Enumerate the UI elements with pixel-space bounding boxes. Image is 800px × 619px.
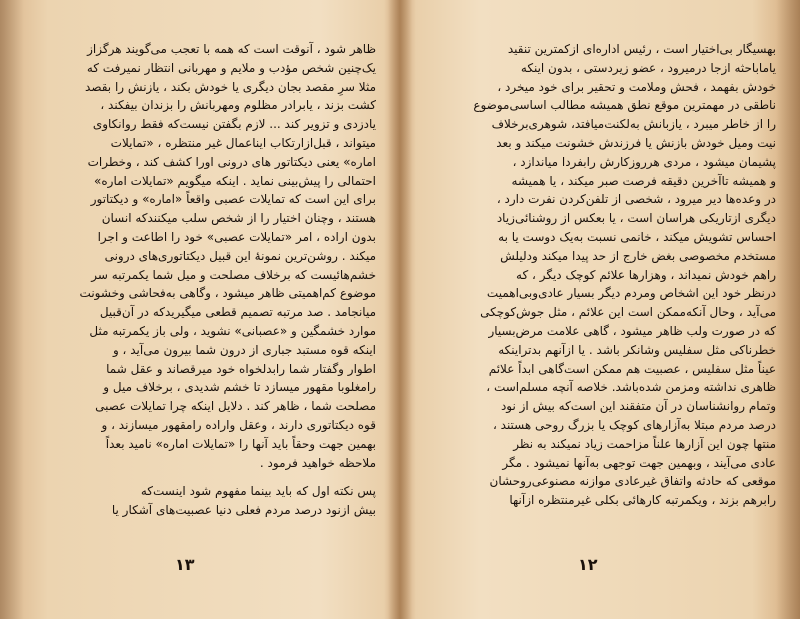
text-line: موضوع کم‌اهمیتی ظاهر میشود ، وگاهی به‌فحاشی وخشونت: [79, 286, 376, 301]
text-line: بهمین جهت وحقاً باید آنها را «تمایلات اماره» نامید بعداً: [105, 436, 376, 451]
text-line: مستخدم مخصوصی بغض خارج از حد پیدا میکند ودلیلش: [500, 248, 776, 263]
text-line: اینکه قوه مستبد جباری از درون شما بیرون می‌آید ، و: [112, 342, 376, 357]
left-page-edge: [0, 0, 24, 619]
text-line: بهسیگار بی‌اختیار است ، رئیس اداره‌ای ازکمترین تنقید: [507, 42, 776, 56]
text-line: منتها چون این آزارها علناً مزاحمت زیاد نمیکند به نظر: [513, 436, 776, 451]
text-line: و همیشه تاآخرین دقیقه فرصت صبر میکند ، یا همیشه: [511, 173, 776, 188]
text-line: درنظر خود این اشخاص ومردم دیگر بسیار عادی‌وبی‌اهمیت: [486, 286, 776, 301]
text-line: راهم خودش نمیداند ، وهزارها علائم کوچک دیگر ، که: [516, 267, 776, 282]
text-line: می‌آید ، وحال آنکه‌ممکن است این علائم ، مثل جوش‌کوچکی: [480, 305, 776, 320]
text-line: موقعی که حادثه واتفاق غیرعادی موازنه مصنوعی‌روحشان: [489, 474, 776, 489]
text-line: خودش بفهمد ، فحش وملامت و تحقیر برای خود میخرد ،: [497, 79, 776, 94]
text-line: خشم‌هائیست که برخلاف مصلحت و میل شما یکمرتبه سر: [91, 267, 376, 282]
text-line: اماره» یعنی دیکتاتور های درونی اورا کشف کند ، وخطرات: [87, 154, 376, 169]
text-line: که در صورت ولب ظاهر میشود ، گاهی علامت مرض‌بسیار: [488, 323, 776, 338]
text-line: ملاحظه خواهید فرمود .: [259, 455, 376, 470]
text-line: رابرهم بزند ، ویکمرتبه کارهائی بکلی غیرمنتظره ازآنها: [509, 493, 776, 508]
text-line: هستند ، وچنان اختیار را از شخص سلب میکنندکه انسان: [101, 211, 376, 226]
text-line: را از خاطر میبرد ، یازبانش به‌لکنت‌میافتد، شوهری‌برخلاف: [491, 117, 776, 132]
text-line: میکند . روشن‌ترین نمونهٔ این قبیل دیکتاتوری‌های درونی: [104, 248, 376, 263]
text-line: درصد مردم مبتلا به‌آزارهای کوچک یا بزرگ روحی هستند ،: [492, 417, 776, 432]
text-line: نیت ومیل خودش بازنش یا فرزندش خشونت میکند و بعد: [496, 135, 776, 150]
page-number: ۱۲: [578, 555, 598, 574]
text-line: در وعده‌ها دیر میرود ، شخصی از تلفن‌کردن نفرت دارد ،: [496, 192, 776, 207]
text-line: احساس تشویش میکند ، خانمی نسبت به‌یک دوست یا به: [498, 229, 776, 244]
text-line: ناطقی در مهمترین موقع نطق همیشه مطالب اساسی‌موضوع: [473, 98, 776, 113]
text-line: میانجامد . صد مرتبه تصمیم قطعی میگیریدکه در آن‌قبیل: [99, 305, 376, 320]
text-line: بیش ازنود درصد مردم فعلی دنیا عصبیت‌های آشکار یا: [111, 503, 376, 518]
text-line: ظاهر شود ، آنوقت است که همه با تعجب می‌گویند هرگزاز: [87, 42, 376, 56]
text-line: یادزدی و تزویر کند ... لازم بگفتن نیست‌که فقط روانکاوی: [92, 117, 376, 132]
page-number: ۱۳: [175, 555, 195, 574]
text-line: مصلحت شما ، ظاهر کند . دلایل اینکه چرا تمایلات عصبی: [95, 399, 376, 414]
text-line: یاما‌باحثه ازجا درمیرود ، عضو زیردستی ، بدون اینکه: [520, 60, 776, 75]
right-page-text: [424, 40, 776, 510]
text-line: کشت بزند ، یابرادر مظلوم ومهربانش را بزندان بیفکند ،: [100, 98, 376, 113]
text-line: یک‌چنین شخص مؤدب و ملایم و مهربانی انتظار نمیرفت که: [86, 60, 376, 75]
text-line: اطوار وگفتار شما رابدلخواه خود میرقصاند و عقل شما: [106, 361, 376, 376]
right-page-edge: [776, 0, 800, 619]
text-line: بدون اراده ، امر «تمایلات عصبی» خود را اطاعت و اجرا: [97, 229, 376, 244]
text-line: مثلا سرِ مقصد بجان دیگری یا خودش بکند ، یازنش را بقصد: [85, 79, 376, 94]
text-line: قوه دیکتاتوری دارند ، وعقل واراده رامقهور میسازند ، و: [101, 417, 376, 432]
text-line: موارد خشمگین و «عصبانی» نشوید ، ولی باز یکمرتبه مثل: [89, 323, 376, 338]
text-line: عادی می‌آیند ، وبهمین جهت توجهی به‌آنها نمیشود . مگر: [502, 455, 776, 470]
text-line: عیناً مثل سفلیس ، عصبیت هم ممکن است‌گاهی ابداً علائم: [488, 361, 776, 376]
text-line: وتمام روانشناسان در آن متفقند این است‌که بیش از نود: [500, 399, 776, 414]
left-page-text: [30, 40, 376, 520]
text-line: ظاهری نداشته ومزمن شده‌باشد. خلاصه آنچه مسلم‌است ،: [486, 380, 776, 395]
text-line: خطرناکی مثل سفلیس وشانکر باشد . یا ازآنهم بدتراینکه: [498, 342, 776, 357]
text-line: میتواند ، قبل‌ازارتکاب اینا‌عمال غیر منتظره ، «تمایلات: [110, 135, 376, 150]
right-page: [400, 0, 800, 619]
text-line: پس نکته اول که باید بینما مفهوم شود اینست‌که: [140, 484, 376, 499]
text-line: رامغلوبا مقهور میسازد تا خشم شدیدی ، برخلاف میل و: [103, 380, 376, 395]
text-line: دیگری ازتاریکی هراسان است ، یا بعکس از روشنائی‌زیاد: [496, 211, 776, 226]
text-line: پشیمان میشود ، مردی هرروزکارش رابفردا میاندازد ،: [512, 154, 776, 169]
text-line: برای این است که تمایلات عصبی واقعاً «اماره» و دیکتاتور: [90, 192, 376, 207]
text-line: احتمالی را پیش‌بینی نماید . اینکه میگویم «تمایلات اماره»: [94, 173, 376, 188]
